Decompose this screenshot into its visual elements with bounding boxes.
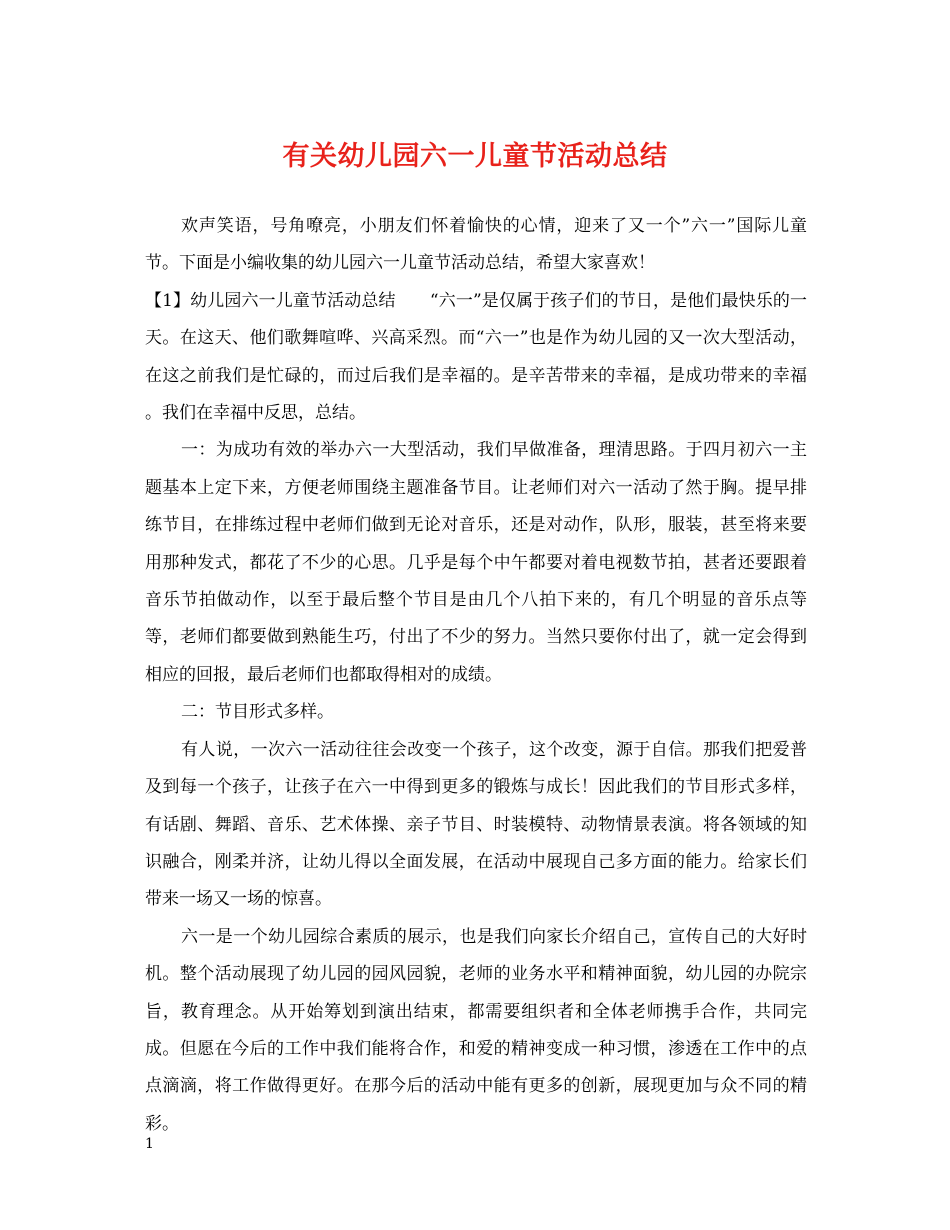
document-body xyxy=(145,208,807,1143)
intro-paragraph: 欢声笑语，号角嘹亮，小朋友们怀着愉快的心情，迎来了又一个”六一”国际儿童节。下面是小编收集的幼儿园六一儿童节活动总结，希望大家喜欢！ xyxy=(145,216,807,274)
preparation-paragraph: 一：为成功有效的举办六一大型活动，我们早做准备，理清思路。于四月初六一主题基本上定下来，方便老师围绕主题准备节目。让老师们对六一活动了然于胸。提早排练节目，在排练过程中老师们做到无论对音乐，还是对动作，队形，服装，甚至将来要用那种发式，都花了不少的心思。几乎是每个中午都要对着电视数节拍，甚者还要跟着音乐节拍做动作，以至于最后整个节目是由几个八拍下来的，有几个明显的音乐点等等，老师们都要做到熟能生巧，付出了不少的努力。当然只要你付出了，就一定会得到相应的回报，最后老师们也都取得相对的成绩。 xyxy=(145,440,807,685)
section-heading-program-forms: 二：节目形式多样。 xyxy=(181,702,334,723)
section-1-paragraph: 【1】幼儿园六一儿童节活动总结 “六一”是仅属于孩子们的节日，是他们最快乐的一天。在这天、他们歌舞喧哗、兴高采烈。而“六一”也是作为幼儿园的又一次大型活动，在这之前我们是忙碌的，而过后我们是幸福的。是辛苦带来的幸福，是成功带来的幸福 。我们在幸福中反思，总结。 xyxy=(145,290,807,424)
program-forms-paragraph: 有人说，一次六一活动往往会改变一个孩子，这个改变，源于自信。那我们把爱普及到每一个孩子，让孩子在六一中得到更多的锻炼与成长！因此我们的节目形式多样，有话剧、舞蹈、音乐、艺术体操、亲子节目、时装模特、动物情景表演。将各领域的知识融合，刚柔并济，让幼儿得以全面发展，在活动中展现自己多方面的能力。给家长们带来一场又一场的惊喜。 xyxy=(145,739,807,910)
closing-paragraph: 六一是一个幼儿园综合素质的展示，也是我们向家长介绍自己，宣传自己的大好时机。整个活动展现了幼儿园的园风园貌，老师的业务水平和精神面貌，幼儿园的办院宗旨，教育理念。从开始筹划到演出结束，都需要组织者和全体老师携手合作，共同完成。但愿在今后的工作中我们能将合作，和爱的精神变成一种习惯，渗透在工作中的点点滴滴，将工作做得更好。在那今后的活动中能有更多的创新，展现更加与众不同的精彩。 xyxy=(145,926,807,1134)
page-title: 有关幼儿园六一儿童节活动总结 xyxy=(282,141,668,172)
page-number: 1 xyxy=(145,1136,154,1152)
